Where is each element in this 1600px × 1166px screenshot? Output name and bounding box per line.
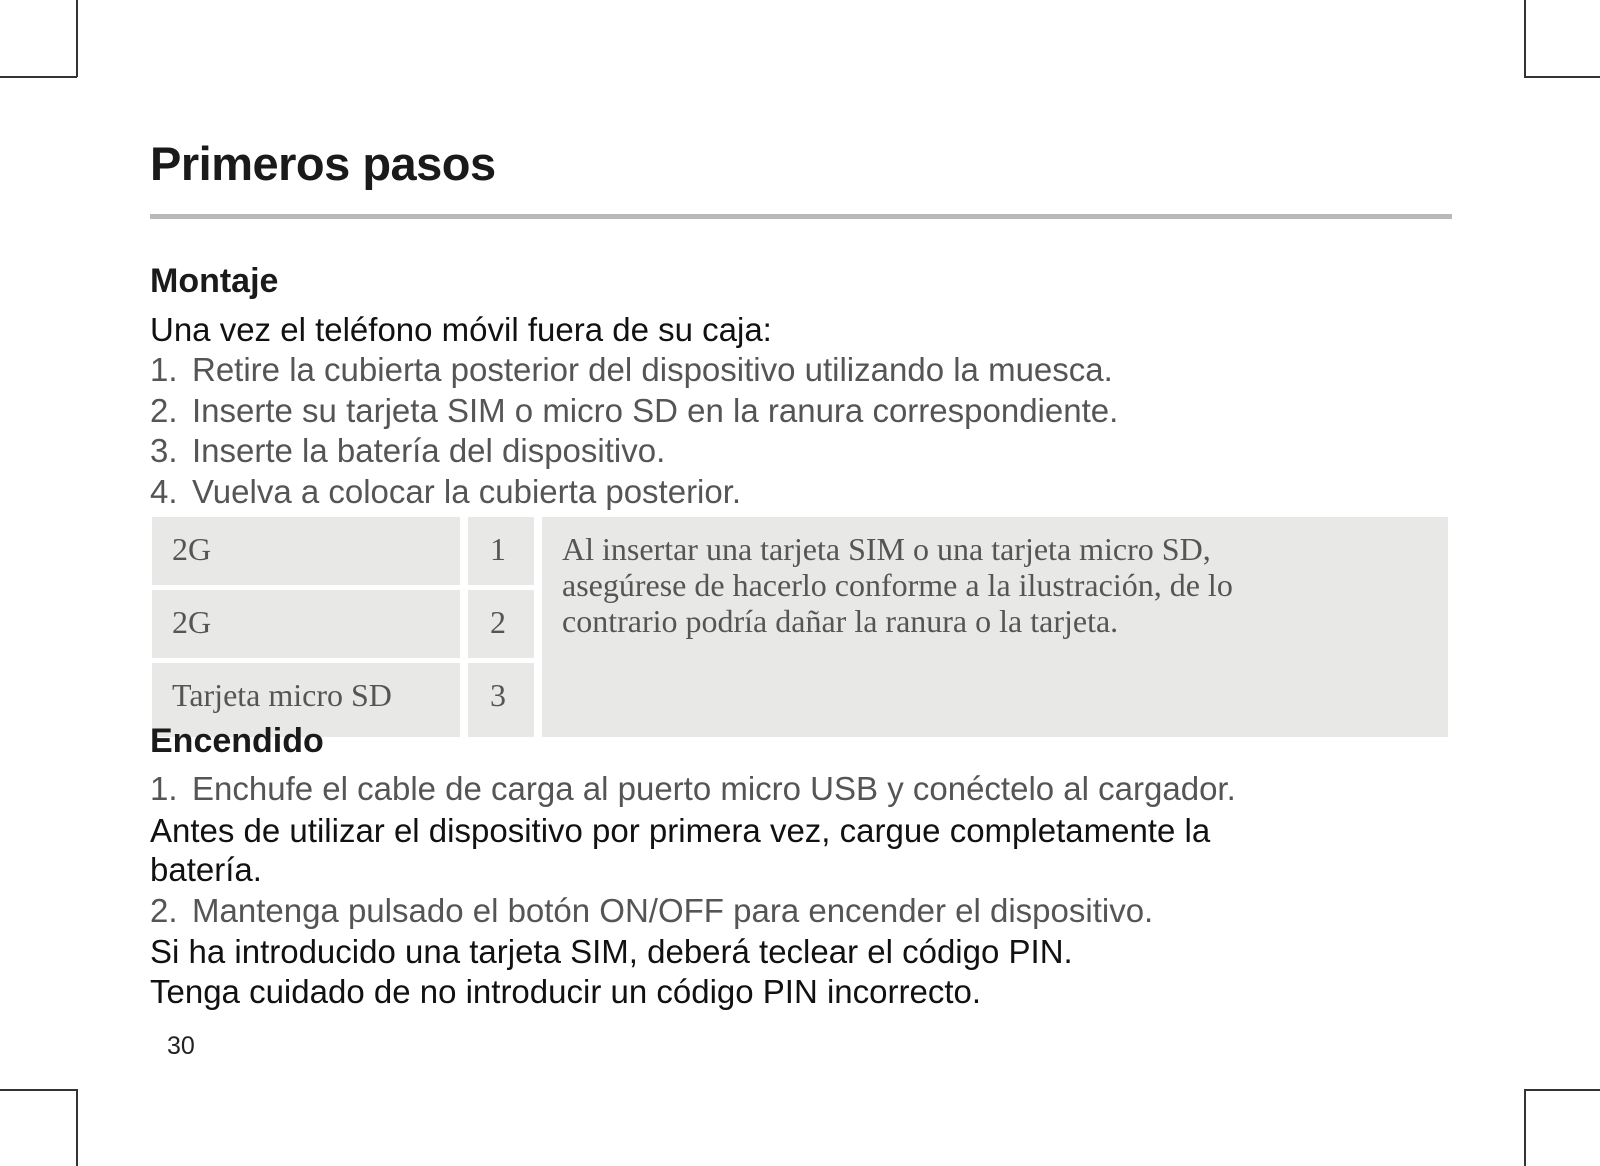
- crop-mark: [1524, 0, 1526, 77]
- montaje-step: [150, 353, 1113, 386]
- slot-table: [152, 517, 1448, 737]
- crop-mark: [1524, 76, 1600, 78]
- step-text: Inserte la batería del dispositivo.: [192, 432, 666, 469]
- page-number: 30: [167, 1032, 195, 1060]
- step-text: Vuelva a colocar la cubierta posterior.: [192, 473, 742, 510]
- encendido-step: [150, 772, 1236, 805]
- section-heading-montaje: Montaje: [150, 262, 279, 300]
- encendido-note: batería.: [150, 851, 262, 888]
- step-text: Enchufe el cable de carga al puerto micro USB y conéctelo al cargador.: [192, 770, 1236, 807]
- encendido-note: Antes de utilizar el dispositivo por primera vez, cargue completamente la: [150, 812, 1211, 849]
- montaje-step: [150, 394, 1118, 427]
- crop-mark: [76, 1089, 78, 1166]
- table-note-line: Al insertar una tarjeta SIM o una tarjeta micro SD,: [562, 531, 1211, 567]
- page-title: Primeros pasos: [150, 137, 496, 190]
- crop-mark: [0, 76, 77, 78]
- step-number: 3.: [150, 432, 178, 469]
- montaje-step: [150, 475, 741, 508]
- table-note: [542, 517, 1448, 737]
- step-number: 2.: [150, 892, 178, 929]
- table-cell-label: 2G: [152, 517, 460, 585]
- crop-mark: [1524, 1089, 1600, 1091]
- step-number: 4.: [150, 473, 178, 510]
- table-note-line: asegúrese de hacerlo conforme a la ilustración, de lo: [562, 567, 1233, 603]
- table-cell-number: 2: [468, 590, 534, 658]
- encendido-note: Tenga cuidado de no introducir un código PIN incorrecto.: [150, 973, 982, 1010]
- table-note-line: contrario podría dañar la ranura o la tarjeta.: [562, 603, 1119, 639]
- montaje-step: [150, 434, 665, 467]
- step-text: Retire la cubierta posterior del dispositivo utilizando la muesca.: [192, 351, 1113, 388]
- step-number: 1.: [150, 770, 178, 807]
- table-cell-label: 2G: [152, 590, 460, 658]
- montaje-intro: Una vez el teléfono móvil fuera de su caja:: [150, 311, 772, 348]
- step-number: 1.: [150, 351, 178, 388]
- crop-mark: [1524, 1089, 1526, 1166]
- step-text: Mantenga pulsado el botón ON/OFF para encender el dispositivo.: [192, 892, 1154, 929]
- title-divider: [150, 214, 1452, 219]
- table-cell-label: Tarjeta micro SD: [152, 663, 460, 737]
- crop-mark: [76, 0, 78, 77]
- table-cell-number: 3: [468, 663, 534, 737]
- encendido-step: [150, 894, 1153, 927]
- table-cell-number: 1: [468, 517, 534, 585]
- encendido-note: Si ha introducido una tarjeta SIM, deberá teclear el código PIN.: [150, 933, 1073, 970]
- crop-mark: [0, 1089, 77, 1091]
- step-text: Inserte su tarjeta SIM o micro SD en la ranura correspondiente.: [192, 392, 1119, 429]
- step-number: 2.: [150, 392, 178, 429]
- section-heading-encendido: Encendido: [150, 722, 324, 760]
